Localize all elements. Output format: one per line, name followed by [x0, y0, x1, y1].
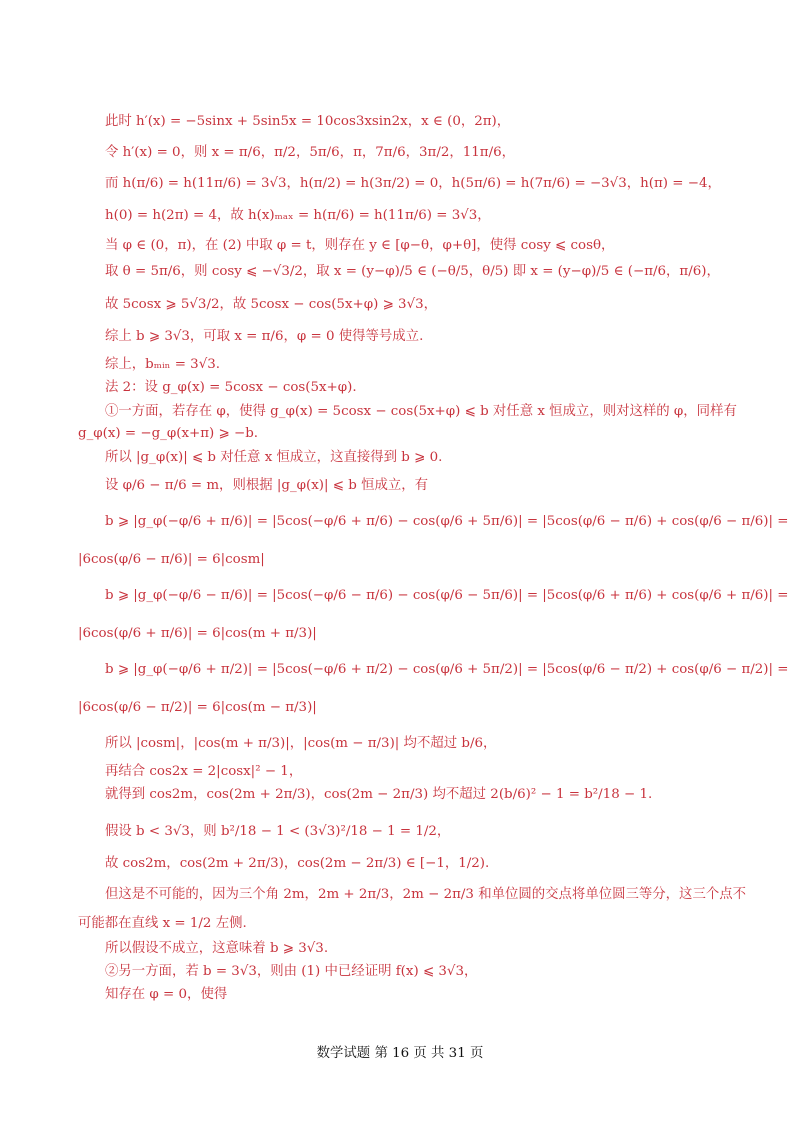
text-line: |6cos(φ/6 − π/6)| = 6|cosm| — [78, 552, 265, 567]
text-line: 此时 h′(x) = −5sinx + 5sin5x = 10cos3xsin2x，x ∈ (0，2π)， — [105, 114, 511, 129]
text-line: 取 θ = 5π/6，则 cosy ⩽ −√3/2，取 x = (y−φ)/5 ∈ (−θ/5，θ/5) 即 x = (y−φ)/5 ∈ (−π/6，π/6)， — [105, 264, 720, 279]
text-line: |6cos(φ/6 − π/2)| = 6|cos(m − π/3)| — [78, 700, 317, 715]
page-footer: 数学试题 第 16 页 共 31 页 — [316, 1046, 484, 1061]
text-line: b ⩾ |g_φ(−φ/6 + π/2)| = |5cos(−φ/6 + π/2) − cos(φ/6 + 5π/2)| = |5cos(φ/6 − π/2) + cos(φ/6 − π/2)| = — [105, 662, 789, 677]
text-line: ②另一方面，若 b = 3√3，则由 (1) 中已经证明 f(x) ⩽ 3√3， — [105, 964, 478, 979]
text-line: 综上，bₘᵢₙ = 3√3. — [105, 357, 221, 372]
text-line: 综上 b ⩾ 3√3，可取 x = π/6，φ = 0 使得等号成立. — [105, 329, 424, 344]
text-line: 假设 b < 3√3，则 b²/18 − 1 < (3√3)²/18 − 1 = 1/2， — [105, 824, 451, 839]
text-line: b ⩾ |g_φ(−φ/6 + π/6)| = |5cos(−φ/6 + π/6) − cos(φ/6 + 5π/6)| = |5cos(φ/6 − π/6) + cos(φ/6 − π/6)| = — [105, 514, 789, 529]
text-line: h(0) = h(2π) = 4，故 h(x)ₘₐₓ = h(π/6) = h(11π/6) = 3√3， — [105, 208, 491, 223]
text-line: 故 5cosx ⩾ 5√3/2，故 5cosx − cos(5x+φ) ⩾ 3√3， — [105, 297, 438, 312]
text-line: 故 cos2m，cos(2m + 2π/3)，cos(2m − 2π/3) ∈ [−1，1/2). — [105, 856, 490, 871]
text-line: 法 2：设 g_φ(x) = 5cosx − cos(5x+φ). — [105, 380, 357, 395]
text-line: 设 φ/6 − π/6 = m，则根据 |g_φ(x)| ⩽ b 恒成立，有 — [105, 478, 429, 493]
text-line: 但这是不可能的，因为三个角 2m，2m + 2π/3，2m − 2π/3 和单位圆的交点将单位圆三等分，这三个点不 — [105, 887, 747, 902]
text-line: 再结合 cos2x = 2|cosx|² − 1， — [105, 764, 303, 779]
text-line: 当 φ ∈ (0，π)，在 (2) 中取 φ = t，则存在 y ∈ [φ−θ，φ+θ]，使得 cosy ⩽ cosθ， — [105, 238, 615, 253]
text-line: 可能都在直线 x = 1/2 左侧. — [78, 916, 247, 931]
text-line: 就得到 cos2m，cos(2m + 2π/3)，cos(2m − 2π/3) 均不超过 2(b/6)² − 1 = b²/18 − 1. — [105, 787, 653, 802]
text-line: 所以 |g_φ(x)| ⩽ b 对任意 x 恒成立，这直接得到 b ⩾ 0. — [105, 450, 443, 465]
text-line: b ⩾ |g_φ(−φ/6 − π/6)| = |5cos(−φ/6 − π/6) − cos(φ/6 − 5π/6)| = |5cos(φ/6 + π/6) + cos(φ/6 + π/6)| = — [105, 588, 789, 603]
text-line: g_φ(x) = −g_φ(x+π) ⩾ −b. — [78, 426, 259, 441]
text-line: 知存在 φ = 0，使得 — [105, 987, 228, 1002]
text-line: 令 h′(x) = 0，则 x = π/6，π/2，5π/6，π，7π/6，3π/2，11π/6， — [105, 145, 516, 160]
text-line: 而 h(π/6) = h(11π/6) = 3√3，h(π/2) = h(3π/2) = 0，h(5π/6) = h(7π/6) = −3√3，h(π) = −4， — [105, 176, 721, 191]
text-line: |6cos(φ/6 + π/6)| = 6|cos(m + π/3)| — [78, 626, 317, 641]
text-line: 所以 |cosm|，|cos(m + π/3)|，|cos(m − π/3)| 均不超过 b/6， — [105, 736, 497, 751]
text-line: ①一方面，若存在 φ，使得 g_φ(x) = 5cosx − cos(5x+φ) ⩽ b 对任意 x 恒成立，则对这样的 φ，同样有 — [105, 404, 737, 419]
text-line: 所以假设不成立，这意味着 b ⩾ 3√3. — [105, 941, 329, 956]
